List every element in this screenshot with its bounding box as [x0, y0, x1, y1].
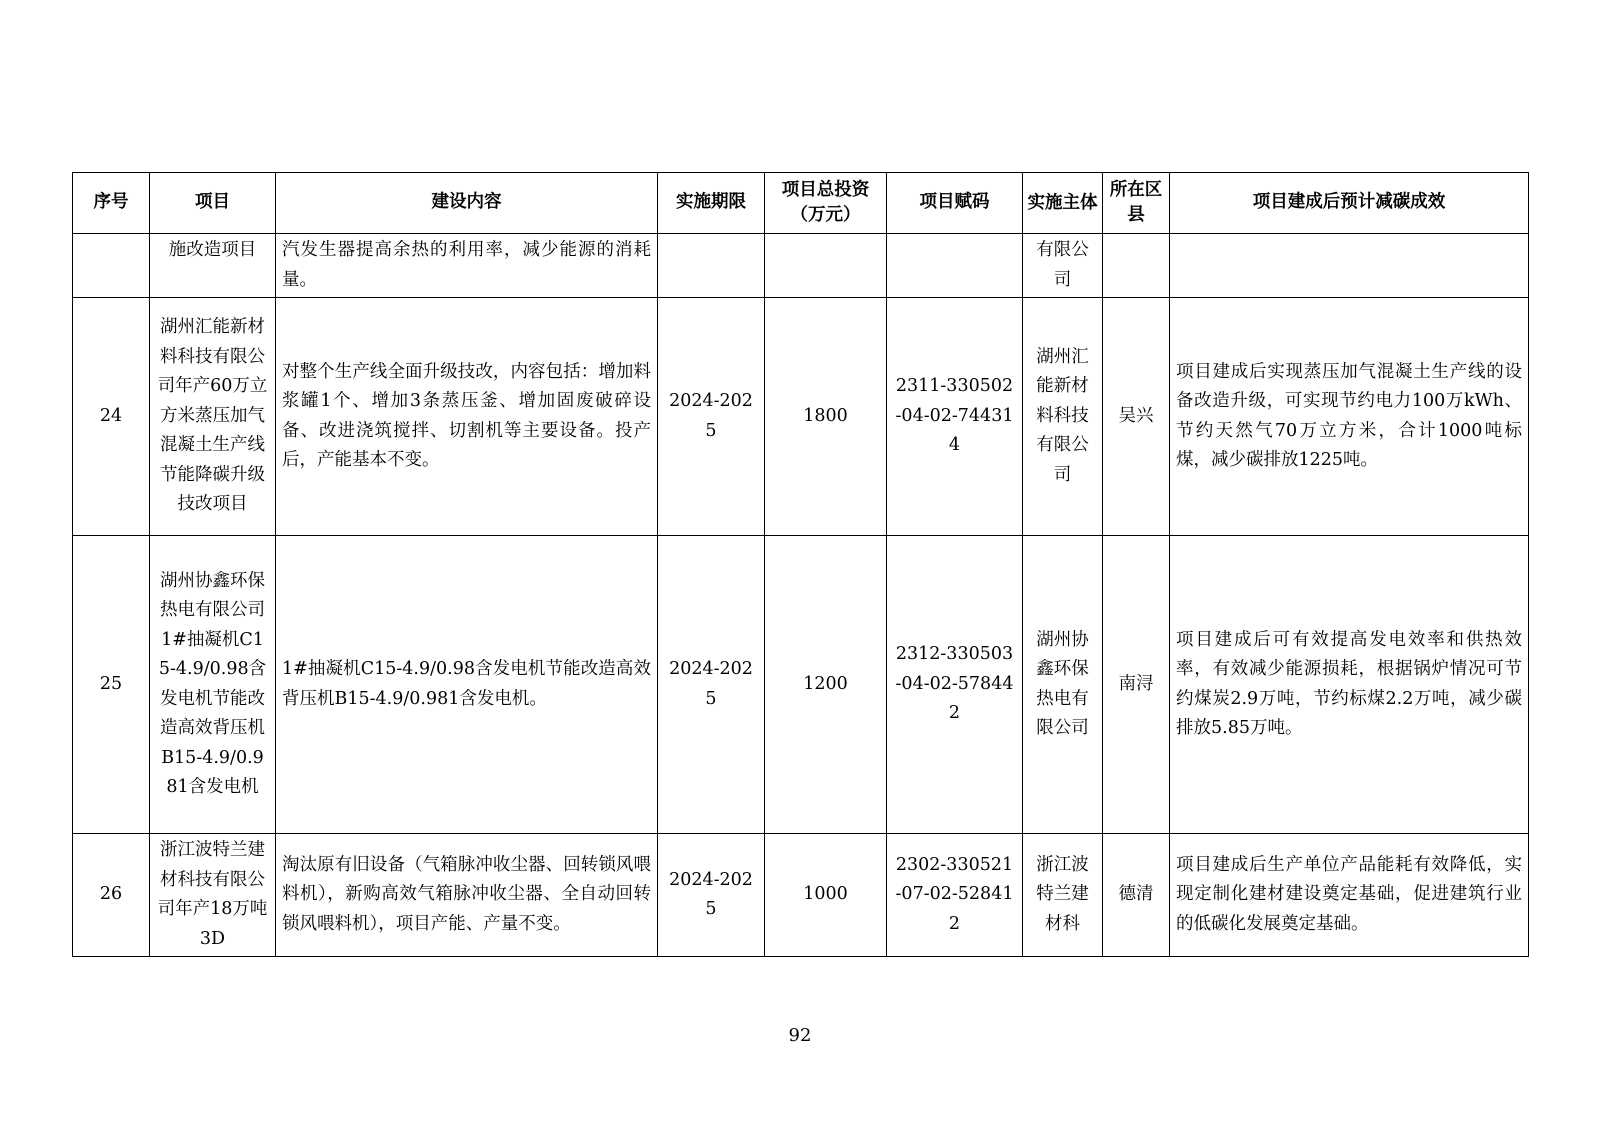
- header-content: 建设内容: [276, 173, 658, 234]
- cell-period: 2024-2025: [658, 536, 765, 834]
- cell-content: 对整个生产线全面升级技改，内容包括：增加料浆罐1个、增加3条蒸压釜、增加固废破碎设备、改进浇筑搅拌、切割机等主要设备。投产后，产能基本不变。: [276, 298, 658, 536]
- table-row: [73, 834, 1529, 957]
- cell-code: [887, 234, 1023, 298]
- cell-code: 2312-330503-04-02-578442: [887, 536, 1023, 834]
- cell-project: 施改造项目: [150, 234, 276, 298]
- cell-period: [658, 234, 765, 298]
- cell-no: 24: [73, 298, 150, 536]
- cell-investment: 1200: [765, 536, 887, 834]
- cell-content: 汽发生器提高余热的利用率，减少能源的消耗量。: [276, 234, 658, 298]
- cell-project: 湖州协鑫环保热电有限公司1#抽凝机C15-4.9/0.98含发电机节能改造高效背压机B15-4.9/0.981含发电机: [150, 536, 276, 834]
- table-row: [73, 298, 1529, 536]
- table-row: [73, 234, 1529, 298]
- cell-content: 淘汰原有旧设备（气箱脉冲收尘器、回转锁风喂料机），新购高效气箱脉冲收尘器、全自动回转锁风喂料机），项目产能、产量不变。: [276, 834, 658, 957]
- cell-project: 浙江波特兰建材科技有限公司年产18万吨3D: [150, 834, 276, 957]
- cell-period: 2024-2025: [658, 834, 765, 957]
- cell-entity: 湖州汇能新材料科技有限公司: [1023, 298, 1103, 536]
- header-effect: 项目建成后预计减碳成效: [1170, 173, 1529, 234]
- cell-county: [1103, 234, 1170, 298]
- table-row: [73, 536, 1529, 834]
- header-project: 项目: [150, 173, 276, 234]
- header-code: 项目赋码: [887, 173, 1023, 234]
- table-header-row: [73, 173, 1529, 234]
- cell-content: 1#抽凝机C15-4.9/0.98含发电机节能改造高效背压机B15-4.9/0.981含发电机。: [276, 536, 658, 834]
- cell-no: 25: [73, 536, 150, 834]
- header-entity: 实施主体: [1023, 173, 1103, 234]
- cell-period: 2024-2025: [658, 298, 765, 536]
- cell-effect: 项目建成后可有效提高发电效率和供热效率，有效减少能源损耗，根据锅炉情况可节约煤炭2.9万吨，节约标煤2.2万吨，减少碳排放5.85万吨。: [1170, 536, 1529, 834]
- cell-investment: 1800: [765, 298, 887, 536]
- header-investment: 项目总投资（万元）: [765, 173, 887, 234]
- cell-entity: 有限公司: [1023, 234, 1103, 298]
- cell-effect: 项目建成后实现蒸压加气混凝土生产线的设备改造升级，可实现节约电力100万kWh、节约天然气70万立方米，合计1000吨标煤，减少碳排放1225吨。: [1170, 298, 1529, 536]
- cell-county: 南浔: [1103, 536, 1170, 834]
- cell-no: [73, 234, 150, 298]
- header-no: 序号: [73, 173, 150, 234]
- cell-county: 德清: [1103, 834, 1170, 957]
- cell-entity: 湖州协鑫环保热电有限公司: [1023, 536, 1103, 834]
- cell-entity: 浙江波特兰建材科: [1023, 834, 1103, 957]
- project-table: [72, 172, 1529, 957]
- cell-county: 吴兴: [1103, 298, 1170, 536]
- cell-no: 26: [73, 834, 150, 957]
- cell-project: 湖州汇能新材料科技有限公司年产60万立方米蒸压加气混凝土生产线节能降碳升级技改项目: [150, 298, 276, 536]
- cell-effect: 项目建成后生产单位产品能耗有效降低，实现定制化建材建设奠定基础，促进建筑行业的低碳化发展奠定基础。: [1170, 834, 1529, 957]
- page-number: 92: [788, 1025, 812, 1046]
- header-county: 所在区县: [1103, 173, 1170, 234]
- header-period: 实施期限: [658, 173, 765, 234]
- cell-investment: 1000: [765, 834, 887, 957]
- cell-code: 2311-330502-04-02-744314: [887, 298, 1023, 536]
- cell-code: 2302-330521-07-02-528412: [887, 834, 1023, 957]
- cell-effect: [1170, 234, 1529, 298]
- cell-investment: [765, 234, 887, 298]
